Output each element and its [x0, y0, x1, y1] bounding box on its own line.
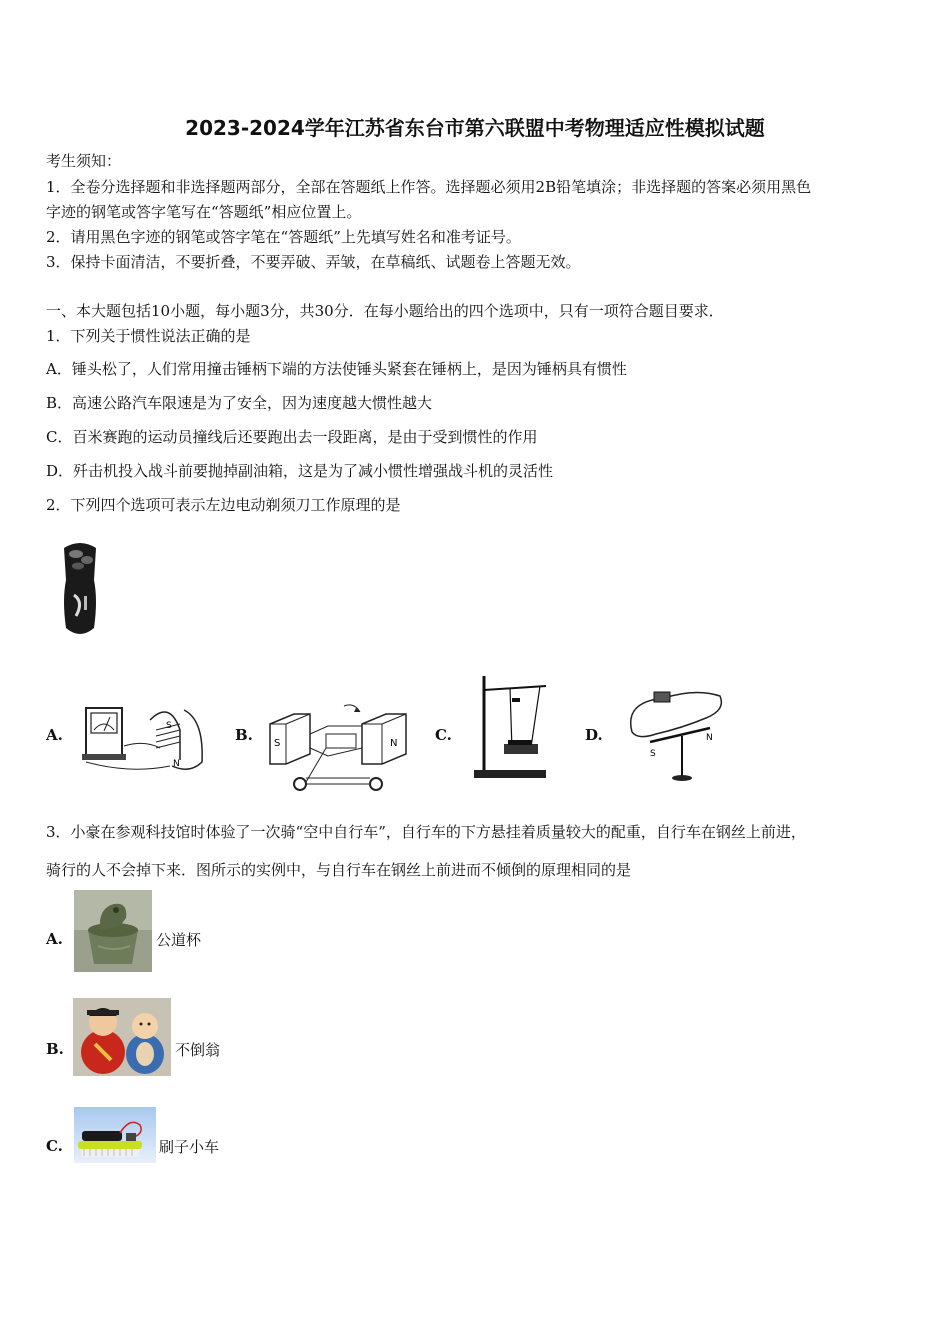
gongdao-cup-image	[74, 890, 152, 972]
q2-option-b-label: B.	[235, 726, 253, 744]
q2-figure-d-oersted	[626, 684, 726, 786]
q3-stem-line-2: 骑行的人不会掉下来．图所示的实例中，与自行车在钢丝上前进而不倾倒的原理相同的是	[46, 861, 632, 879]
q2-option-c-label: C.	[435, 726, 452, 744]
q3-stem-line-1: 3．小豪在参观科技馆时体验了一次骑“空中自行车”，自行车的下方悬挂着质量较大的配重，自行车在钢丝上前进，	[46, 823, 806, 841]
q3-option-b-text: 不倒翁	[175, 1041, 221, 1059]
notice-line-1-cont: 字迹的钢笔或答字笔写在“答题纸”相应位置上。	[46, 203, 362, 221]
q2-figure-a-label-n: N	[173, 759, 180, 769]
q3-option-a-label: A.	[46, 930, 63, 948]
q3-option-b-label: B.	[46, 1040, 64, 1058]
notice-line-2: 2．请用黑色字迹的钢笔或答字笔在“答题纸”上先填写姓名和准考证号。	[46, 228, 521, 246]
q1-option-b: B．高速公路汽车限速是为了安全，因为速度越大惯性越大	[46, 394, 433, 412]
q2-figure-d-label-n: N	[706, 733, 713, 743]
q1-option-c: C．百米赛跑的运动员撞线后还要跑出去一段距离，是由于受到惯性的作用	[46, 428, 538, 446]
q2-figure-d-label-s: S	[650, 749, 656, 759]
q2-figure-b-label-n: N	[390, 738, 398, 749]
notice-line-3: 3．保持卡面清洁，不要折叠，不要弄破、弄皱，在草稿纸、试题卷上答题无效。	[46, 253, 581, 271]
notice-line-1: 1．全卷分选择题和非选择题两部分，全部在答题纸上作答。选择题必须用2B铅笔填涂；非选择题的答案必须用黑色	[46, 178, 812, 196]
q2-option-d-label: D.	[585, 726, 603, 744]
q2-figure-b-label-s: S	[274, 738, 281, 749]
q1-option-a: A．锤头松了，人们常用撞击锤柄下端的方法使锤头紧套在锤柄上，是因为锤柄具有惯性	[46, 360, 627, 378]
page-title: 2023-2024学年江苏省东台市第六联盟中考物理适应性模拟试题	[185, 116, 765, 140]
q1-option-d: D．歼击机投入战斗前要抛掉副油箱，这是为了减小惯性增强战斗机的灵活性	[46, 462, 554, 480]
q2-figure-b-motor	[266, 704, 410, 794]
q2-option-a-label: A.	[46, 726, 63, 744]
q2-stem: 2．下列四个选项可表示左边电动剃须刀工作原理的是	[46, 496, 401, 514]
tumbler-toys-image	[73, 998, 171, 1076]
q2-figure-c-stand	[470, 670, 552, 786]
q2-figure-a-induction	[80, 700, 212, 780]
electric-shaver-figure	[54, 540, 106, 642]
section-heading: 一、本大题包括10小题，每小题3分，共30分．在每小题给出的四个选项中，只有一项符合题目要求．	[46, 302, 724, 320]
q1-stem: 1．下列关于惯性说法正确的是	[46, 327, 251, 345]
q3-option-a-text: 公道杯	[156, 931, 202, 949]
q3-option-c-text: 刷子小车	[159, 1138, 220, 1156]
brush-car-image	[74, 1107, 156, 1163]
notice-heading: 考生须知：	[46, 152, 122, 170]
q3-option-c-label: C.	[46, 1137, 63, 1155]
q2-figure-a-label-s: S	[166, 721, 172, 731]
